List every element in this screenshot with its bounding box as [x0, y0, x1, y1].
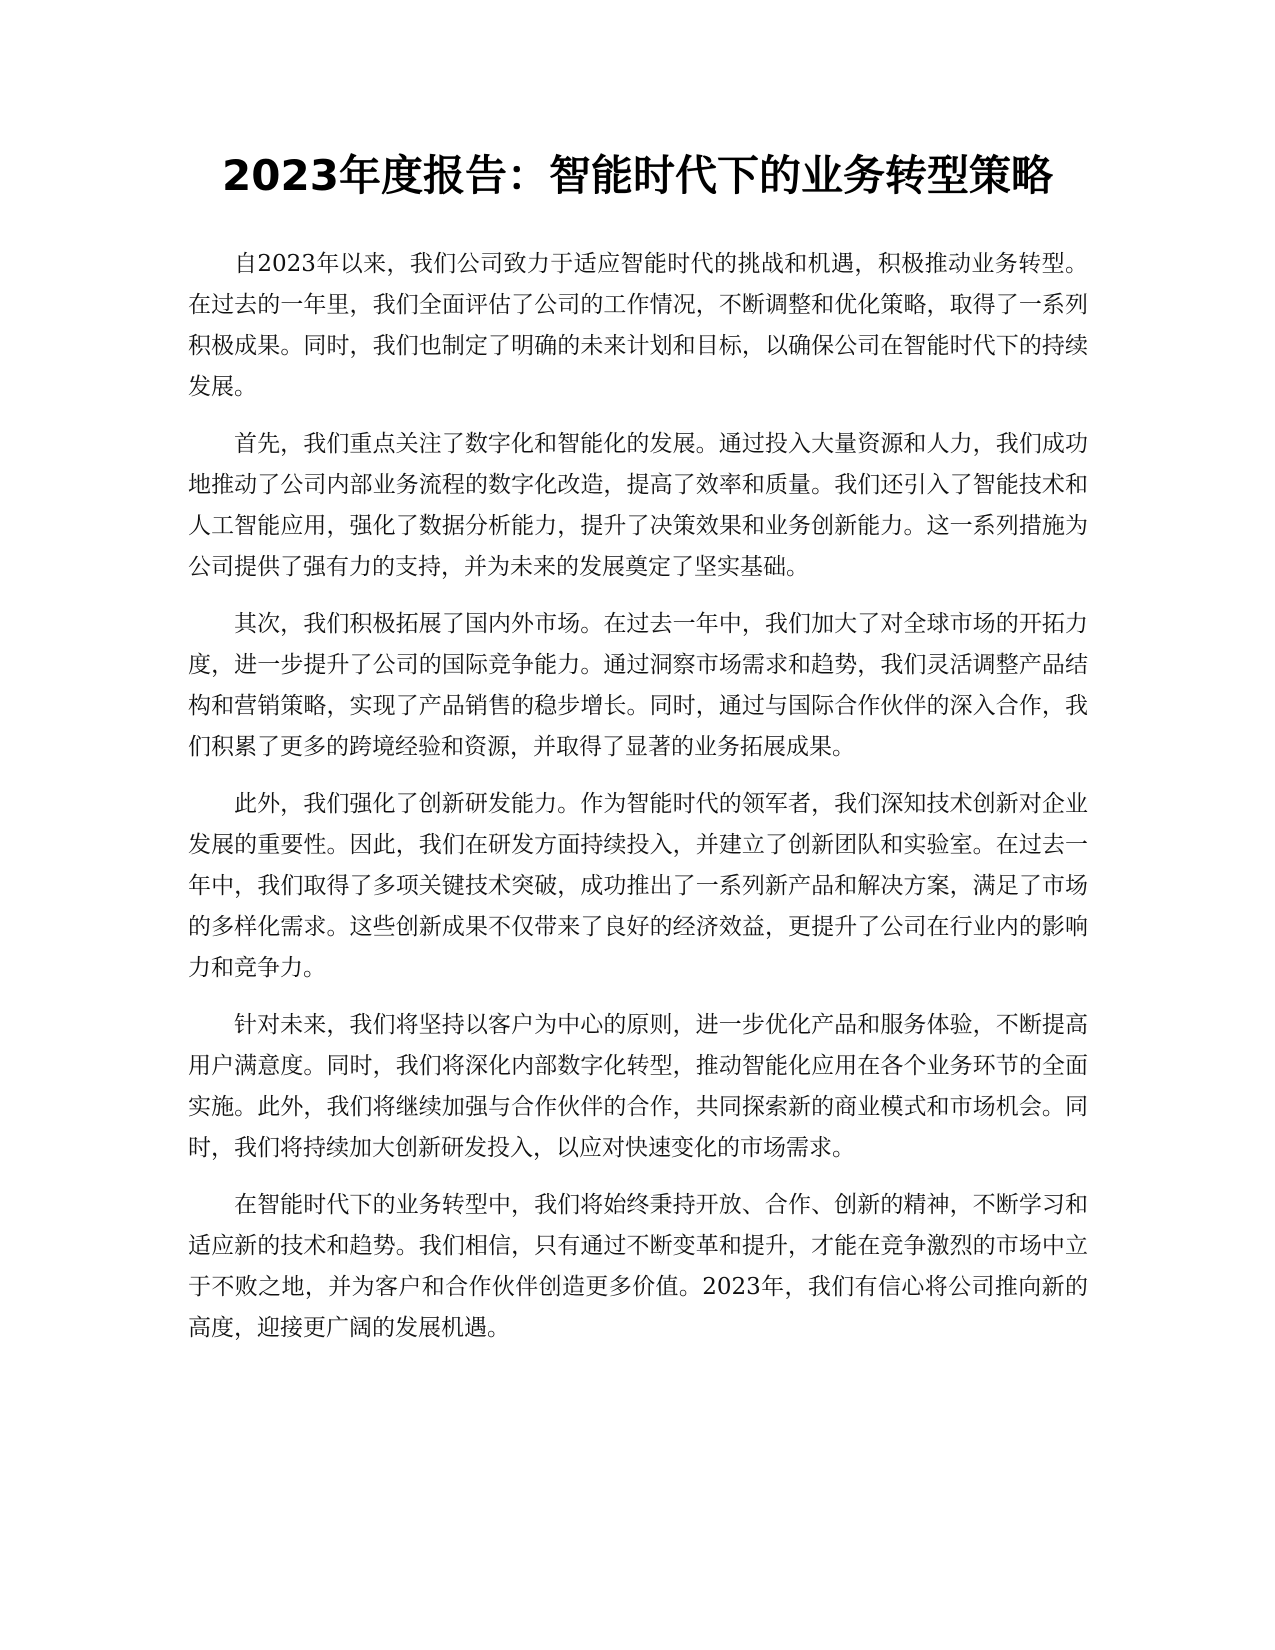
document-title: 2023年度报告：智能时代下的业务转型策略 [222, 151, 1053, 200]
paragraph-intro: 自2023年以来，我们公司致力于适应智能时代的挑战和机遇，积极推动业务转型。在过去的一年里，我们全面评估了公司的工作情况，不断调整和优化策略，取得了一系列积极成果。同时，我们也制定了明确的未来计划和目标，以确保公司在智能时代下的持续发展。 [188, 251, 1088, 400]
paragraph-digitalization: 首先，我们重点关注了数字化和智能化的发展。通过投入大量资源和人力，我们成功地推动了公司内部业务流程的数字化改造，提高了效率和质量。我们还引入了智能技术和人工智能应用，强化了数据分析能力，提升了决策效果和业务创新能力。这一系列措施为公司提供了强有力的支持，并为未来的发展奠定了坚实基础。 [188, 431, 1088, 580]
paragraph-future-plan: 针对未来，我们将坚持以客户为中心的原则，进一步优化产品和服务体验，不断提高用户满意度。同时，我们将深化内部数字化转型，推动智能化应用在各个业务环节的全面实施。此外，我们将继续加强与合作伙伴的合作，共同探索新的商业模式和市场机会。同时，我们将持续加大创新研发投入，以应对快速变化的市场需求。 [188, 1012, 1088, 1161]
paragraph-conclusion: 在智能时代下的业务转型中，我们将始终秉持开放、合作、创新的精神，不断学习和适应新的技术和趋势。我们相信，只有通过不断变革和提升，才能在竞争激烈的市场中立于不败之地，并为客户和合作伙伴创造更多价值。2023年，我们有信心将公司推向新的高度，迎接更广阔的发展机遇。 [188, 1192, 1088, 1341]
paragraph-innovation: 此外，我们强化了创新研发能力。作为智能时代的领军者，我们深知技术创新对企业发展的重要性。因此，我们在研发方面持续投入，并建立了创新团队和实验室。在过去一年中，我们取得了多项关键技术突破，成功推出了一系列新产品和解决方案，满足了市场的多样化需求。这些创新成果不仅带来了良好的经济效益，更提升了公司在行业内的影响力和竞争力。 [188, 791, 1088, 981]
document-body [188, 244, 1088, 1365]
paragraph-market-expansion: 其次，我们积极拓展了国内外市场。在过去一年中，我们加大了对全球市场的开拓力度，进一步提升了公司的国际竞争能力。通过洞察市场需求和趋势，我们灵活调整产品结构和营销策略，实现了产品销售的稳步增长。同时，通过与国际合作伙伴的深入合作，我们积累了更多的跨境经验和资源，并取得了显著的业务拓展成果。 [188, 611, 1088, 760]
